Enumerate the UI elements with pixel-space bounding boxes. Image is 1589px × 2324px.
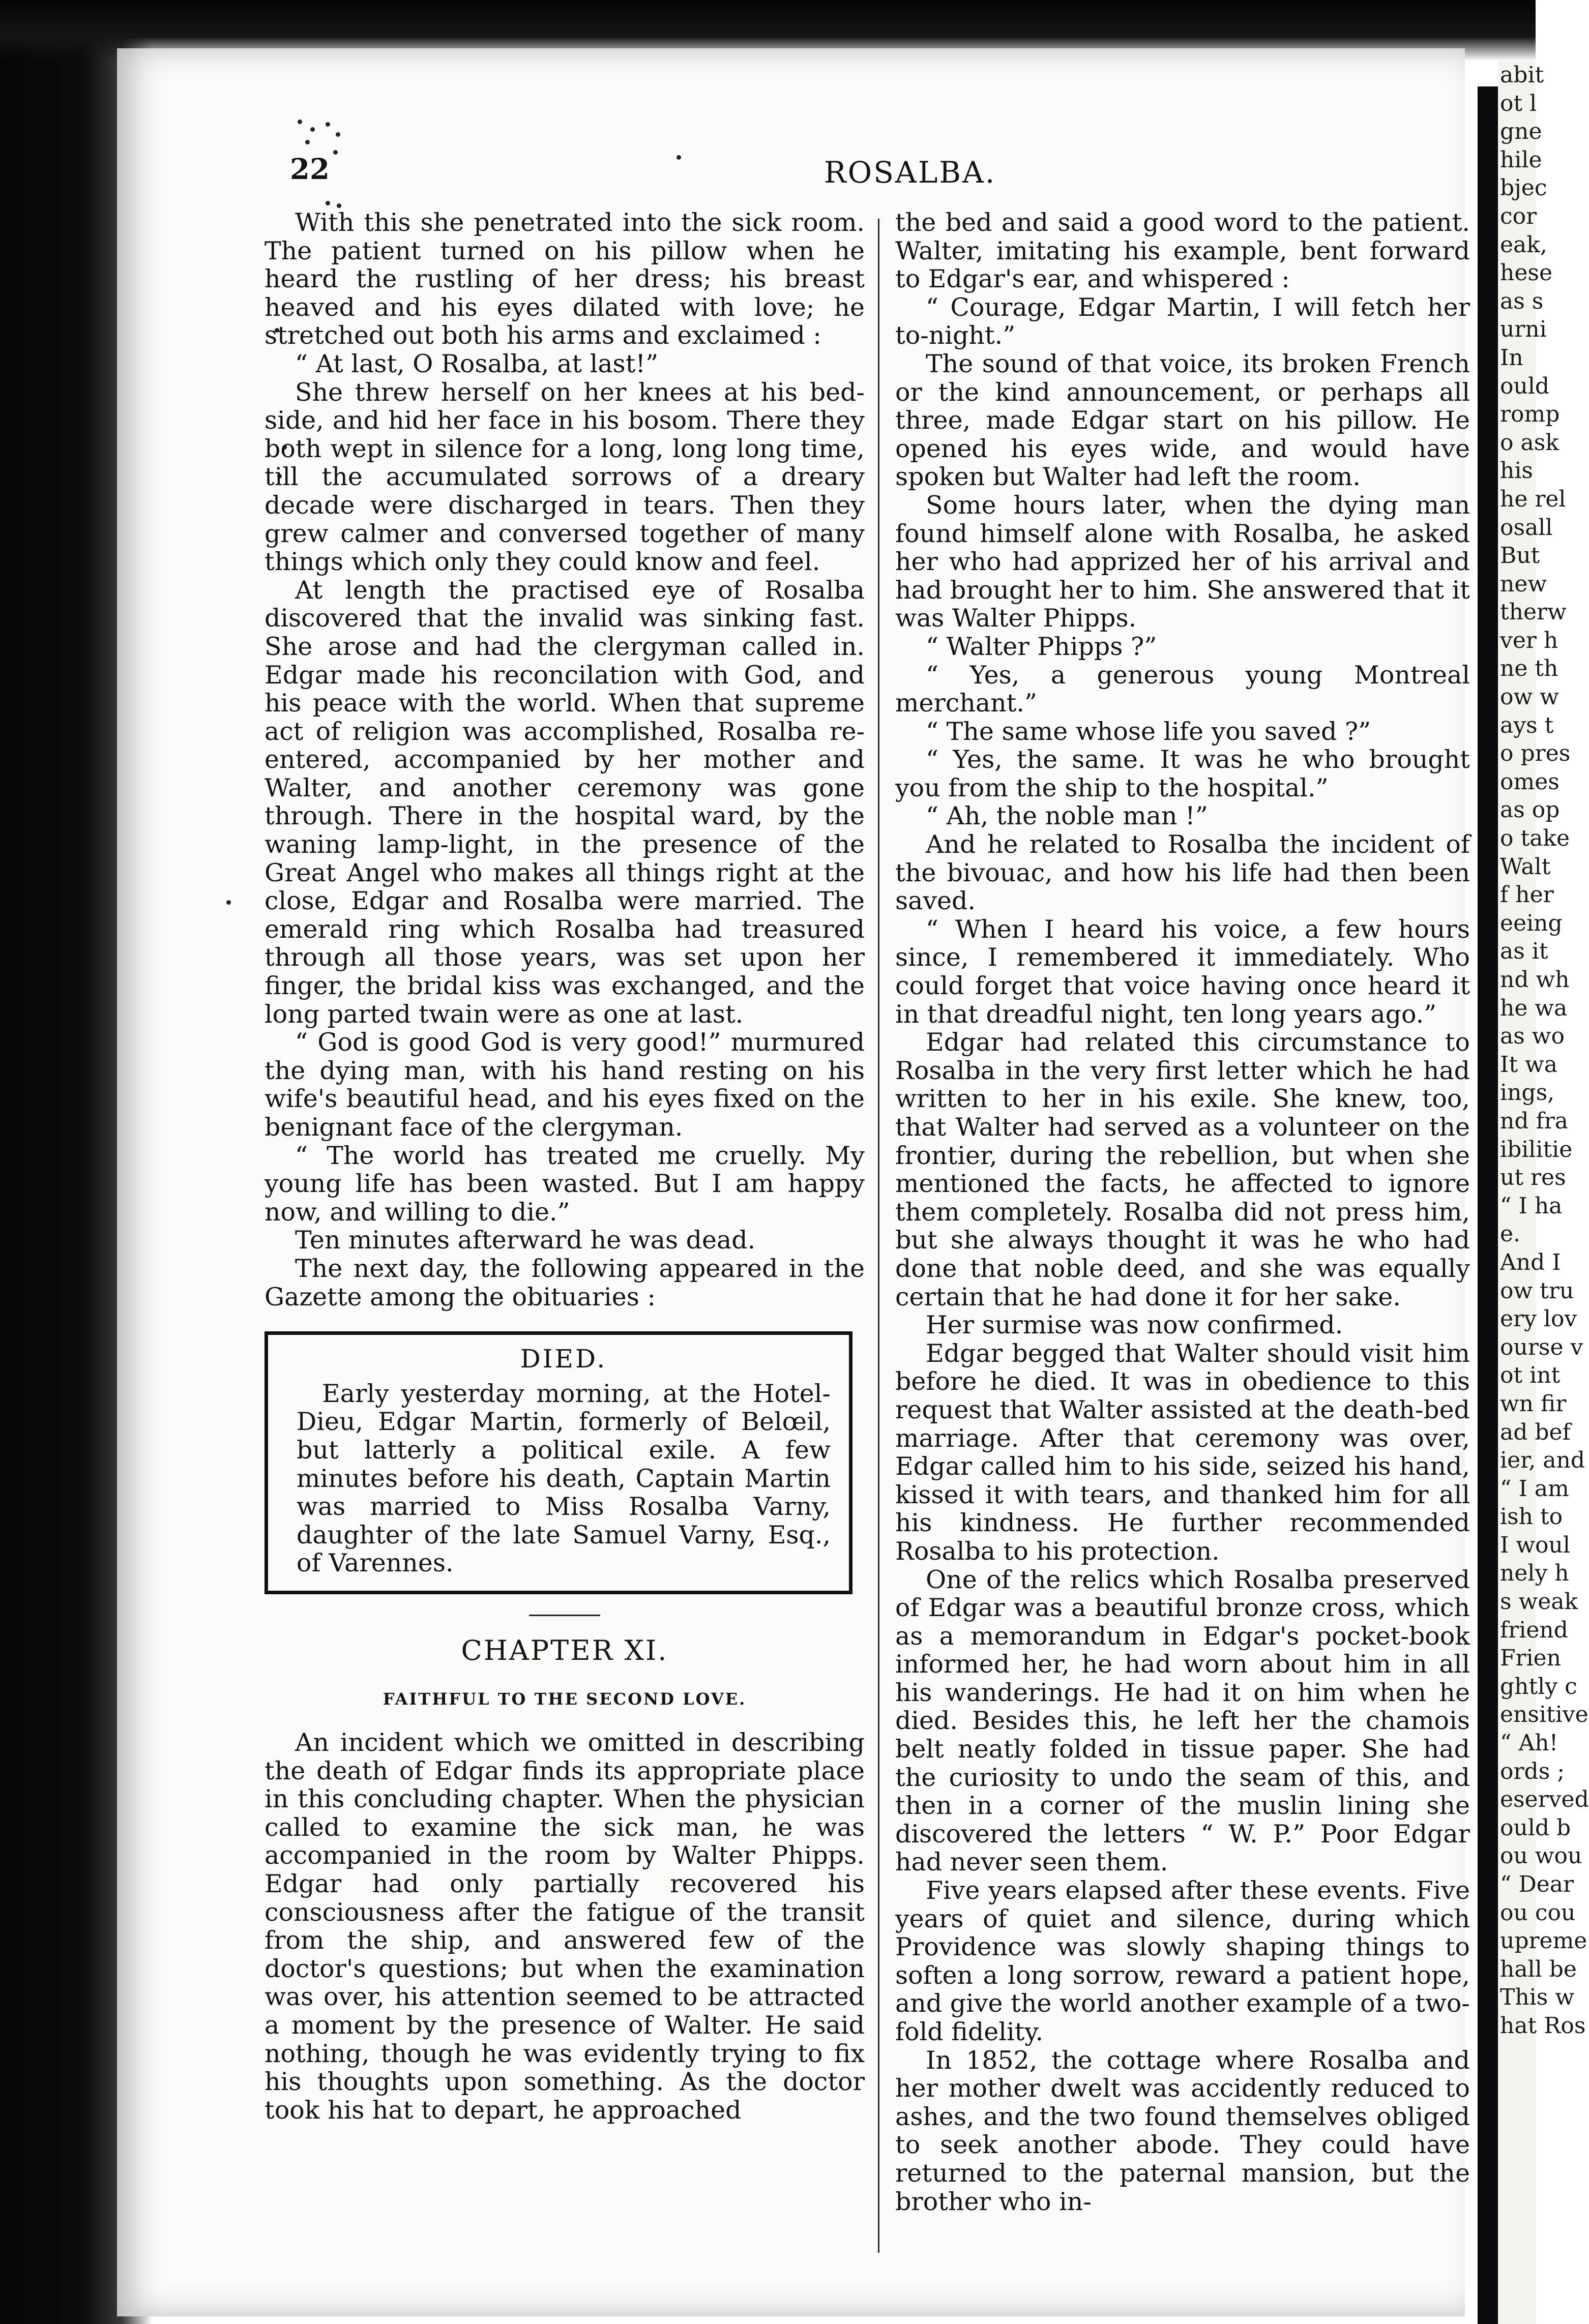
next-page-fragment: o pres xyxy=(1500,740,1571,767)
next-page-fragment: It wa xyxy=(1500,1051,1557,1078)
paragraph: “ The same whose life you saved ?” xyxy=(926,717,1371,746)
paragraph: The sound of that voice, its broken French or the kind announcement, or perhaps all three, made Edgar start on his pillow. He opened his eyes wide, and would have spoken but Walter had left the room. xyxy=(895,349,1470,492)
paragraph: One of the relics which Rosalba preserved of Edgar was a beautiful bronze cross, which as a memorandum in Edgar's pocket-book informed her, he had worn about him in all his wanderings. He had it on him when he died. Besides this, he left her the chamois belt neatly folded in tissue paper. She had the curiosity to undo the seam of this, and then in a corner of the muslin lining she discovered the letters “ W. P.” Poor Edgar had never seen them. xyxy=(895,1565,1470,1877)
next-page-fragment: cor xyxy=(1500,203,1537,229)
next-page-fragment: new xyxy=(1500,571,1547,597)
paragraph: “ The world has treated me cruelly. My young life has been wasted. But I am happy now, and willing to die.” xyxy=(264,1141,865,1227)
binding-gutter xyxy=(1478,86,1498,2324)
next-page-fragment: I woul xyxy=(1500,1532,1570,1558)
next-page-fragment: This w xyxy=(1500,1984,1574,2011)
paragraph: With this she penetrated into the sick room. The patient turned on his pillow when he heard the rustling of her dress; his breast heaved and his eyes dilated with love; he stretched out both his arms and exclaimed : xyxy=(264,208,865,350)
next-page-fragment: he rel xyxy=(1500,486,1566,512)
paragraph: In 1852, the cottage where Rosalba and her mother dwelt was accidently reduced to ashes, and the two found themselves obliged to seek another abode. They could have returned to the paternal mansion, but the brother who in- xyxy=(895,2045,1470,2216)
obituary-heading: DIED. xyxy=(520,1344,607,1374)
next-page-fragment: as wo xyxy=(1500,1023,1565,1050)
next-page-fragment: hese xyxy=(1500,260,1552,286)
next-page-fragment: friend xyxy=(1500,1617,1568,1643)
next-page-fragment: romp xyxy=(1500,401,1560,428)
next-page-fragment: nd fra xyxy=(1500,1108,1569,1134)
next-page-fragment: ou cou xyxy=(1500,1899,1576,1926)
next-page-fragment: ould xyxy=(1500,373,1550,399)
next-page-fragment: ut res xyxy=(1500,1165,1566,1191)
paragraph: Her surmise was now confirmed. xyxy=(926,1310,1343,1340)
next-page-fragment: as it xyxy=(1500,938,1548,965)
next-page-fragment: nd wh xyxy=(1500,967,1570,993)
next-page-fragment: eeing xyxy=(1500,910,1563,936)
next-page-fragment: Walt xyxy=(1500,853,1551,880)
next-page-fragment: eak, xyxy=(1500,231,1547,258)
next-page-fragment: abit xyxy=(1500,62,1544,88)
paragraph: Edgar begged that Walter should visit him before he died. It was in obedience to this request that Walter assisted at the death-bed marriage. After that ceremony was over, Edgar called him to his side, seized his hand, kissed it with tears, and thanked him for all his kindness. He further recommended Rosalba to his protection. xyxy=(895,1338,1470,1566)
next-page-fragment: bjec xyxy=(1500,175,1547,201)
next-page-fragment: ould b xyxy=(1500,1814,1571,1841)
next-page-fragment: “ I am xyxy=(1500,1475,1569,1502)
paragraph: “ Walter Phipps ?” xyxy=(926,632,1157,661)
next-page-fragment: Frien xyxy=(1500,1645,1562,1672)
next-page-fragment: ot int xyxy=(1500,1362,1561,1389)
next-page-fragment: And I xyxy=(1500,1249,1561,1275)
next-page-fragment: hall be xyxy=(1500,1956,1577,1982)
paragraph: Five years elapsed after these events. Five years of quiet and silence, during which Providence was slowly shaping things to soften a long sorrow, reward a patient hope, and give the world another example of a two-fold fidelity. xyxy=(895,1876,1470,2046)
next-page-fragment: urni xyxy=(1500,316,1547,343)
paragraph: “ At last, O Rosalba, at last!” xyxy=(295,349,659,378)
next-page-fragment: ad bef xyxy=(1500,1419,1571,1445)
next-page-fragment: as s xyxy=(1500,288,1544,314)
next-page-fragment: o ask xyxy=(1500,429,1559,456)
chapter-title: CHAPTER XI. xyxy=(461,1634,668,1666)
next-page-fragment: omes xyxy=(1500,768,1559,795)
next-page-fragment: hile xyxy=(1500,146,1542,173)
paragraph: And he related to Rosalba the incident of the bivouac, and how his life had then been saved. xyxy=(895,830,1470,916)
next-page-fragment: In xyxy=(1500,344,1523,371)
next-page-fragment: ays t xyxy=(1500,712,1554,738)
next-page-fragment: “ Ah! xyxy=(1500,1730,1558,1756)
paragraph: The next day, the following appeared in the Gazette among the obituaries : xyxy=(264,1254,865,1312)
next-page-fragment: nely h xyxy=(1500,1560,1569,1587)
next-page-fragment: ou wou xyxy=(1500,1843,1582,1869)
next-page-fragment: ver h xyxy=(1500,627,1558,653)
paragraph: “ Yes, a generous young Montreal merchant.” xyxy=(895,660,1470,718)
next-page-fragment: f her xyxy=(1500,882,1554,908)
next-page-fragment: “ Dear xyxy=(1500,1871,1574,1897)
next-page-fragment: ow w xyxy=(1500,684,1559,710)
obituary-notice xyxy=(264,1331,852,1594)
paragraph: “ Ah, the noble man !” xyxy=(926,801,1208,831)
next-page-fragment: ghtly c xyxy=(1500,1673,1577,1700)
paragraph: “ God is good God is very good!” murmured the dying man, with his hand resting on his wife's beautiful head, and his eyes fixed on the benignant face of the clergyman. xyxy=(264,1028,865,1142)
paragraph: the bed and said a good word to the patient. Walter, imitating his example, bent forward to Edgar's ear, and whispered : xyxy=(895,208,1470,294)
next-page-fragment: e. xyxy=(1500,1221,1521,1247)
paragraph: “ Yes, the same. It was he who brought you from the ship to the hospital.” xyxy=(895,745,1470,802)
paragraph: Ten minutes afterward he was dead. xyxy=(295,1226,756,1255)
next-page-fragment: gne xyxy=(1500,118,1542,145)
paragraph: Some hours later, when the dying man found himself alone with Rosalba, he asked her who had apprized her of his arrival and had brought her to him. She answered that it was Walter Phipps. xyxy=(895,490,1470,633)
next-page-fragment: But xyxy=(1500,543,1540,569)
next-page-fragment: ot l xyxy=(1500,90,1537,116)
next-page-fragment: ow tru xyxy=(1500,1277,1574,1304)
paragraph: An incident which we omitted in describing the death of Edgar finds its appropriate place in this concluding chapter. When the physician called to examine the sick man, he was accompanied in the room by Walter Phipps. Edgar had only partially recovered his consciousness after the fatigue of the transit from the ship, and answered few of the doctor's questions; but when the examination was over, his attention seemed to be attracted a moment by the presence of Walter. He said nothing, though he was evidently trying to fix his thoughts upon something. As the doctor took his hat to depart, he approached xyxy=(264,1728,865,2125)
next-page-fragment: his xyxy=(1500,458,1533,484)
running-title: ROSALBA. xyxy=(824,155,996,190)
next-page-fragment: ords ; xyxy=(1500,1758,1565,1784)
next-page-fragment: wn fir xyxy=(1500,1390,1567,1417)
obituary-text: Early yesterday morning, at the Hotel-Dieu, Edgar Martin, formerly of Belœil, but latterly a political exile. A few minutes before his death, Captain Martin was married to Miss Rosalba Varny, daughter of the late Samuel Varny, Esq., of Varennes. xyxy=(297,1379,831,1578)
next-page-fragment: ourse v xyxy=(1500,1334,1583,1360)
paragraph: At length the practised eye of Rosalba discovered that the invalid was sinking fast. She arose and had the clergyman called in. Edgar made his reconcilation with God, and his peace with the world. When that supreme act of religion was accomplished, Rosalba re-entered, accompanied by her mother and Walter, and another ceremony was gone through. There in the hospital ward, by the waning lamp-light, in the presence of the Great Angel who makes all things right at the close, Edgar and Rosalba were married. The emerald ring which Rosalba had treasured through all those years, was set upon her finger, the bridal kiss was exchanged, and the long parted twain were as one at last. xyxy=(264,575,865,1029)
paragraph: “ Courage, Edgar Martin, I will fetch her to-night.” xyxy=(895,292,1470,350)
paragraph: Edgar had related this circumstance to Rosalba in the very first letter which he had written to her in his exile. She knew, too, that Walter had served as a volunteer on the frontier, during the rebellion, but when she mentioned the facts, he affected to ignore them completely. Rosalba did not press him, but she always thought it was he who had done that noble deed, and she was equally certain that he had done it for her sake. xyxy=(895,1028,1470,1312)
next-page-fragment: eserved xyxy=(1500,1786,1589,1813)
next-page-fragment: ish to xyxy=(1500,1504,1563,1530)
next-page-fragment: therw xyxy=(1500,599,1567,625)
right-column xyxy=(895,208,1470,2319)
next-page-fragment: ibilitie xyxy=(1500,1136,1573,1163)
next-page-fragment: o take xyxy=(1500,825,1570,852)
next-page-edge xyxy=(1498,61,1589,2324)
next-page-fragment: ier, and xyxy=(1500,1447,1585,1474)
next-page-fragment: ings, xyxy=(1500,1080,1555,1106)
next-page-fragment: hat Ros xyxy=(1500,2012,1586,2039)
next-page-fragment: he wa xyxy=(1500,995,1568,1021)
next-page-fragment: osall xyxy=(1500,514,1553,541)
column-rule xyxy=(878,219,879,2253)
page-number: 22 xyxy=(290,153,330,186)
next-page-fragment: ery lov xyxy=(1500,1306,1577,1332)
chapter-subtitle: FAITHFUL TO THE SECOND LOVE. xyxy=(382,1689,747,1709)
paragraph: She threw herself on her knees at his bed-side, and hid her face in his bosom. There they both wept in silence for a long, long long time, till the accumulated sorrows of a dreary decade were discharged in tears. Then they grew calmer and conversed together of many things which only they could know and feel. xyxy=(264,377,865,577)
next-page-fragment: as op xyxy=(1500,797,1560,823)
next-page-fragment: ensitive xyxy=(1500,1702,1588,1728)
next-page-fragment: ne th xyxy=(1500,656,1558,682)
left-column xyxy=(264,208,865,2124)
chapter-divider xyxy=(529,1615,600,1616)
next-page-fragment: “ I ha xyxy=(1500,1193,1563,1219)
paragraph: “ When I heard his voice, a few hours since, I remembered it immediately. Who could forget that voice having once heard it in that dreadful night, ten long years ago.” xyxy=(895,914,1470,1029)
next-page-fragment: s weak xyxy=(1500,1589,1578,1615)
next-page-fragment: upreme xyxy=(1500,1928,1587,1954)
